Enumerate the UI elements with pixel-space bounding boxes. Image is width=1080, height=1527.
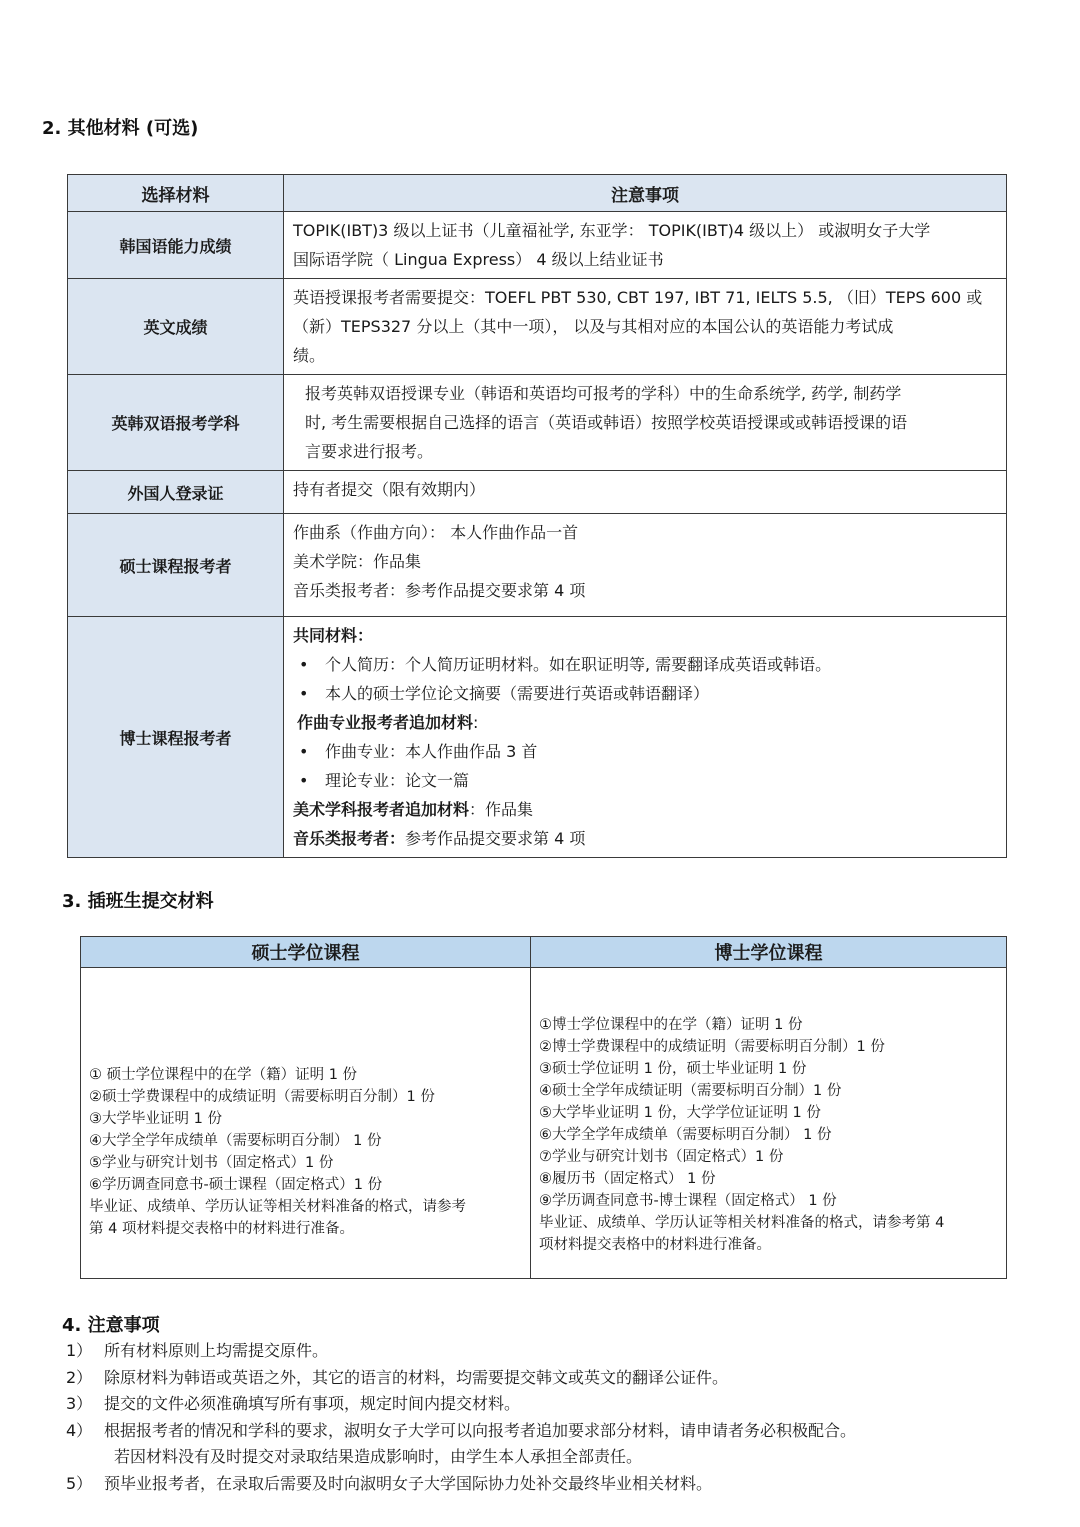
note-item: 1） 所有材料原则上均需提交原件。	[66, 1341, 329, 1360]
note-item: 3） 提交的文件必须准确填写所有事项，规定时间内提交材料。	[66, 1394, 521, 1413]
notes-list	[66, 1338, 1026, 1497]
common-materials-heading: 共同材料：	[293, 626, 374, 645]
table-row	[68, 279, 1007, 375]
table-row	[68, 514, 1007, 617]
other-materials-table	[67, 174, 1007, 858]
list-item: • 作曲专业：本人作曲作品 3 首	[293, 737, 998, 766]
section-3-title: 3. 插班生提交材料	[62, 891, 214, 912]
list-item: ④硕士全学年成绩证明（需要标明百分制）1 份	[539, 1083, 842, 1099]
header-master-program: 硕士学位课程	[81, 937, 531, 968]
text-line: 作曲系（作曲方向）： 本人作曲作品一首	[293, 523, 579, 542]
text-line: 音乐类报考者：参考作品提交要求第 4 项	[293, 581, 586, 600]
row-content	[284, 375, 1007, 471]
list-item: ②博士学费课程中的成绩证明（需要标明百分制）1 份	[539, 1039, 885, 1055]
note-text: 项材料提交表格中的材料进行准备。	[539, 1237, 771, 1253]
row-content	[284, 471, 1007, 514]
row-label: 硕士课程报考者	[68, 514, 284, 617]
list-item: ⑤学业与研究计划书（固定格式）1 份	[89, 1155, 334, 1171]
table-row	[81, 968, 1007, 1279]
section-2-title: 2. 其他材料 (可选)	[42, 118, 199, 139]
list-item: ⑦学业与研究计划书（固定格式）1 份	[539, 1149, 784, 1165]
row-label: 韩国语能力成绩	[68, 212, 284, 279]
list-item: • 个人简历：个人简历证明材料。如在职证明等, 需要翻译成英语或韩语。	[293, 650, 998, 679]
text-line: 时, 考生需要根据自己选择的语言（英语或韩语）按照学校英语授课或或韩语授课的语	[305, 413, 908, 432]
row-content	[284, 279, 1007, 375]
bullet-icon: •	[299, 655, 309, 674]
text-line: 持有者提交（限有效期内）	[293, 480, 486, 499]
note-item: 4） 根据报考者的情况和学科的要求，淑明女子大学可以向报考者追加要求部分材料，请申请者务必积极配合。	[66, 1420, 857, 1440]
bullet-icon: •	[299, 742, 309, 761]
list-item: ③硕士学位证明 1 份，硕士毕业证明 1 份	[539, 1061, 807, 1077]
composition-heading-line: 作曲专业报考者追加材料:	[297, 713, 479, 732]
bullet-icon: •	[299, 771, 309, 790]
list-item: ⑥大学全学年成绩单（需要标明百分制） 1 份	[539, 1127, 832, 1143]
text-line: 国际语学院（ Lingua Express） 4 级以上结业证书	[293, 250, 664, 269]
header-notes: 注意事项	[284, 175, 1007, 212]
list-item: ③大学毕业证明 1 份	[89, 1111, 222, 1127]
list-item: • 本人的硕士学位论文摘要（需要进行英语或韩语翻译）	[293, 679, 998, 708]
row-content	[284, 617, 1007, 858]
table-row	[68, 617, 1007, 858]
table-row	[68, 471, 1007, 514]
list-item: ⑥学历调查同意书-硕士课程（固定格式）1 份	[89, 1177, 383, 1193]
row-label: 外国人登录证	[68, 471, 284, 514]
table-header-row	[81, 937, 1007, 968]
note-item: 5） 预毕业报考者，在录取后需要及时向淑明女子大学国际协力处补交最终毕业相关材料。	[66, 1473, 713, 1493]
note-text: 毕业证、成绩单、学历认证等相关材料准备的格式，请参考第 4	[539, 1215, 945, 1231]
list-item: ①博士学位课程中的在学（籍）证明 1 份	[539, 1017, 803, 1033]
list-item: ⑧履历书（固定格式） 1 份	[539, 1171, 716, 1187]
header-select-material: 选择材料	[68, 175, 284, 212]
table-row	[68, 375, 1007, 471]
text-line: 报考英韩双语授课专业（韩语和英语均可报考的学科）中的生命系统学, 药学, 制药学	[305, 384, 902, 403]
text-line: 英语授课报考者需要提交：TOEFL PBT 530, CBT 197, IBT 71, IELTS 5.5, （旧）TEPS 600 或	[293, 288, 983, 307]
table-row	[68, 212, 1007, 279]
note-item: 2） 除原材料为韩语或英语之外，其它的语言的材料，均需要提交韩文或英文的翻译公证件。	[66, 1367, 729, 1387]
note-text: 第 4 项材料提交表格中的材料进行准备。	[89, 1221, 354, 1237]
row-content	[284, 212, 1007, 279]
note-text: 毕业证、成绩单、学历认证等相关材料准备的格式，请参考	[89, 1199, 466, 1215]
music-materials-line: 音乐类报考者：参考作品提交要求第 4 项	[293, 829, 586, 848]
text-line: 美术学院：作品集	[293, 552, 422, 571]
list-item: ① 硕士学位课程中的在学（籍）证明 1 份	[89, 1067, 358, 1083]
list-item: • 理论专业：论文一篇	[293, 766, 998, 795]
bullet-icon: •	[299, 684, 309, 703]
art-materials-line: 美术学科报考者追加材料：作品集	[293, 800, 534, 819]
section-4-title: 4. 注意事项	[62, 1315, 160, 1336]
list-item: ②硕士学费课程中的成绩证明（需要标明百分制）1 份	[89, 1089, 435, 1105]
list-item: ⑨学历调查同意书-博士课程（固定格式） 1 份	[539, 1193, 837, 1209]
text-line: TOPIK(IBT)3 级以上证书（儿童福祉学, 东亚学： TOPIK(IBT)4 级以上） 或淑明女子大学	[293, 221, 931, 240]
master-materials-cell	[81, 968, 531, 1279]
row-content	[284, 514, 1007, 617]
text-line: （新）TEPS327 分以上（其中一项）， 以及与其相对应的本国公认的英语能力考试成	[293, 317, 894, 336]
row-label: 博士课程报考者	[68, 617, 284, 858]
row-label: 英韩双语报考学科	[68, 375, 284, 471]
note-continuation: 若因材料没有及时提交对录取结果造成影响时，由学生本人承担全部责任。	[114, 1447, 643, 1466]
header-doctor-program: 博士学位课程	[531, 937, 1007, 968]
row-label: 英文成绩	[68, 279, 284, 375]
transfer-materials-table	[80, 936, 1007, 1279]
text-line: 绩。	[293, 346, 326, 365]
text-line: 言要求进行报考。	[305, 442, 434, 461]
list-item: ④大学全学年成绩单（需要标明百分制） 1 份	[89, 1133, 382, 1149]
table-header-row	[68, 175, 1007, 212]
doctor-materials-cell	[531, 968, 1007, 1279]
list-item: ⑤大学毕业证明 1 份，大学学位证证明 1 份	[539, 1105, 821, 1121]
